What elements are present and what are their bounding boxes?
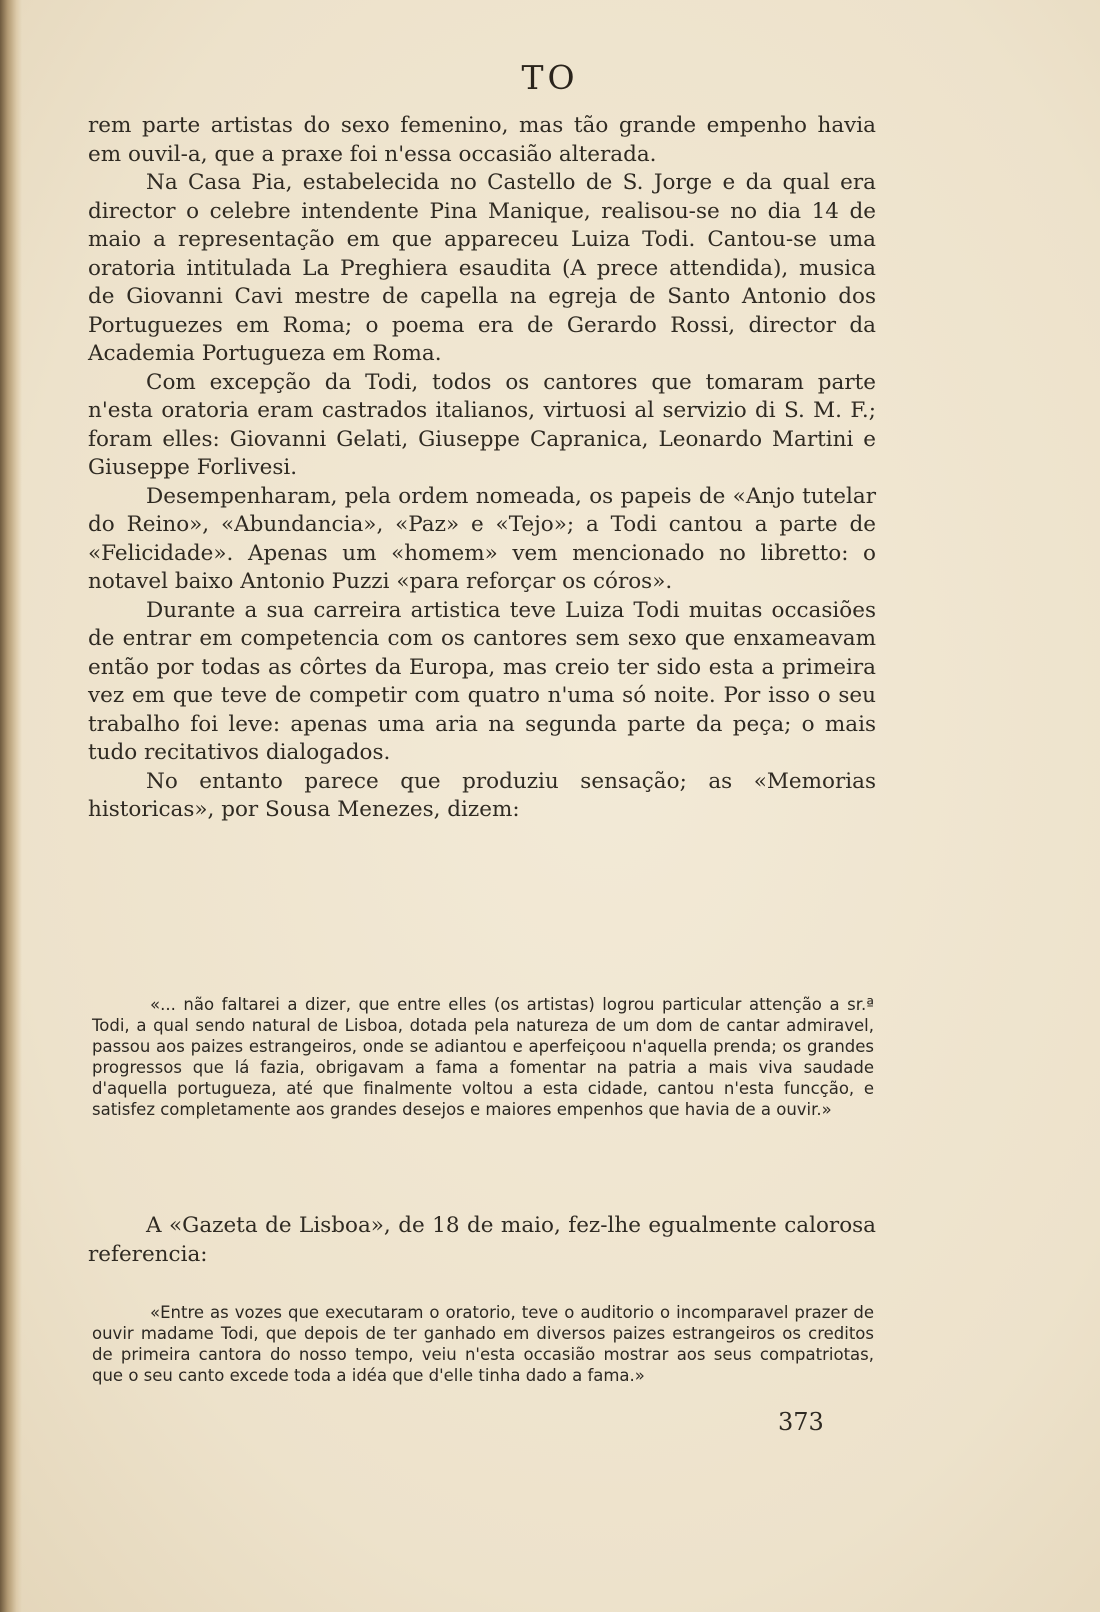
running-head: TO [521, 58, 579, 97]
paragraph-5: Durante a sua carreira artistica teve Luiza Todi muitas occasiões de entrar em competencia com os cantores sem sexo que enxameavam então por todas as côrtes da Europa, mas creio ter sido esta a primeira vez em que teve de competir com quatro n'uma só noite. Por isso o seu trabalho foi leve: apenas uma aria na segunda parte da peça; o mais tudo recitativos dialogados. [88, 597, 876, 765]
quote-gazeta: «Entre as vozes que executaram o oratorio, teve o auditorio o incomparavel prazer de ouvir madame Todi, que depois de ter ganhado em diversos paizes estrangeiros os creditos de primeira cantora do nosso tempo, veiu n'esta occasião mostrar aos seus compatriotas, que o seu canto excede toda a idéa que d'elle tinha dado a fama.» [92, 1303, 874, 1385]
page-number: 373 [778, 1408, 824, 1436]
block-quote-1 [92, 994, 874, 1120]
second-text-block [88, 1212, 876, 1269]
paragraph-1: rem parte artistas do sexo femenino, mas tão grande empenho havia em ouvil-a, que a praxe foi n'essa occasião alterada. [88, 113, 876, 167]
paragraph-6: No entanto parece que produziu sensação; as «Memorias historicas», por Sousa Menezes, dizem: [88, 768, 876, 822]
main-text-block [88, 112, 876, 825]
paragraph-2: Na Casa Pia, estabelecida no Castello de S. Jorge e da qual era director o celebre intendente Pina Manique, realisou-se no dia 14 de maio a representação em que appareceu Luiza Todi. Cantou-se uma oratoria intitulada La Preghiera esaudita (A prece attendida), musica de Giovanni Cavi mestre de capella na egreja de Santo Antonio dos Portuguezes em Roma; o poema era de Gerardo Rossi, director da Academia Portugueza em Roma. [88, 170, 876, 366]
binding-shadow [0, 0, 22, 1612]
paragraph-7: A «Gazeta de Lisboa», de 18 de maio, fez-lhe egualmente calorosa referencia: [88, 1213, 876, 1267]
block-quote-2 [92, 1302, 874, 1386]
paragraph-3: Com excepção da Todi, todos os cantores que tomaram parte n'esta oratoria eram castrados italianos, virtuosi al servizio di S. M. F.; foram elles: Giovanni Gelati, Giuseppe Capranica, Leonardo Martini e Giuseppe Forlivesi. [88, 369, 876, 480]
quote-memorias: «... não faltarei a dizer, que entre elles (os artistas) logrou particular attenção a sr.ª Todi, a qual sendo natural de Lisboa, dotada pela natureza de um dom de cantar admiravel, passou aos paizes estrangeiros, onde se adiantou e aperfeiçoou n'aquella prenda; os grandes progressos que lá fazia, obrigavam a fama a fomentar na patria a mais viva saudade d'aquella portugueza, até que finalmente voltou a esta cidade, cantou n'esta funcção, e satisfez completamente aos grandes desejos e maiores empenhos que havia de a ouvir.» [92, 995, 874, 1119]
paragraph-4: Desempenharam, pela ordem nomeada, os papeis de «Anjo tutelar do Reino», «Abundancia», «Paz» e «Tejo»; a Todi cantou a parte de «Felicidade». Apenas um «homem» vem mencionado no libretto: o notavel baixo Antonio Puzzi «para reforçar os córos». [88, 483, 876, 594]
